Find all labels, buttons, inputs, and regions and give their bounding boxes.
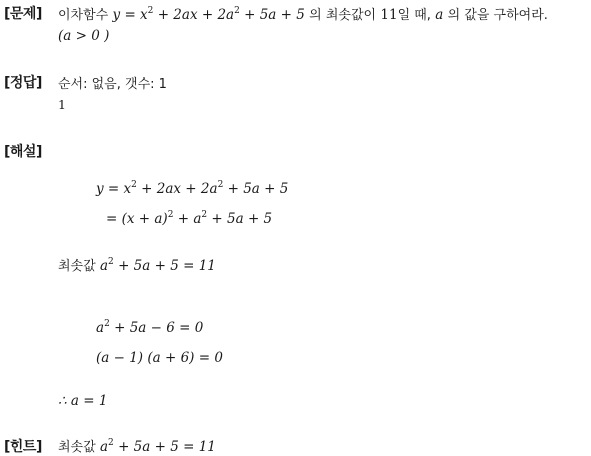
hint-text: 최솟값 $a^2 + 5a + 5 = 11$ <box>58 438 216 455</box>
problem-label: [문제] <box>4 6 42 22</box>
hint-label: [힌트] <box>4 439 42 455</box>
hint-label-text: 최솟값 <box>58 440 96 455</box>
problem-condition: (a > 0 ) <box>58 28 110 44</box>
explanation-label: [해설] <box>4 144 42 160</box>
problem-mid-text: 의 최솟값이 <box>309 8 377 23</box>
problem-min-value: 11 <box>380 7 398 23</box>
problem-suffix: 의 값을 구하여라. <box>447 8 548 23</box>
problem-equation: $y = x^2 + 2ax + 2a^2 + 5a + 5$ <box>112 6 305 23</box>
answer-label: [정답] <box>4 75 42 91</box>
explanation-eq3: $a^2 + 5a - 6 = 0$ <box>96 319 204 336</box>
answer-meta: 순서: 없음, 갯수: 1 <box>58 77 167 92</box>
explanation-min-line: 최솟값 $a^2 + 5a + 5 = 11$ <box>58 257 216 274</box>
explanation-eq4: (a − 1) (a + 6) = 0 <box>96 350 223 366</box>
explanation-min-label: 최솟값 <box>58 259 96 274</box>
problem-text-prefix: 이차함수 <box>58 8 109 23</box>
problem-after-value: 일 때, <box>397 8 431 23</box>
problem-statement <box>58 4 548 23</box>
explanation-eq2: = $(x + a)^2 + a^2 + 5a + 5$ <box>106 210 273 227</box>
answer-value: 1 <box>58 97 66 112</box>
explanation-eq1: $y = x^2 + 2ax + 2a^2 + 5a + 5$ <box>96 180 289 197</box>
explanation-therefore: ∴ a = 1 <box>58 393 108 409</box>
problem-var: a <box>435 7 444 23</box>
